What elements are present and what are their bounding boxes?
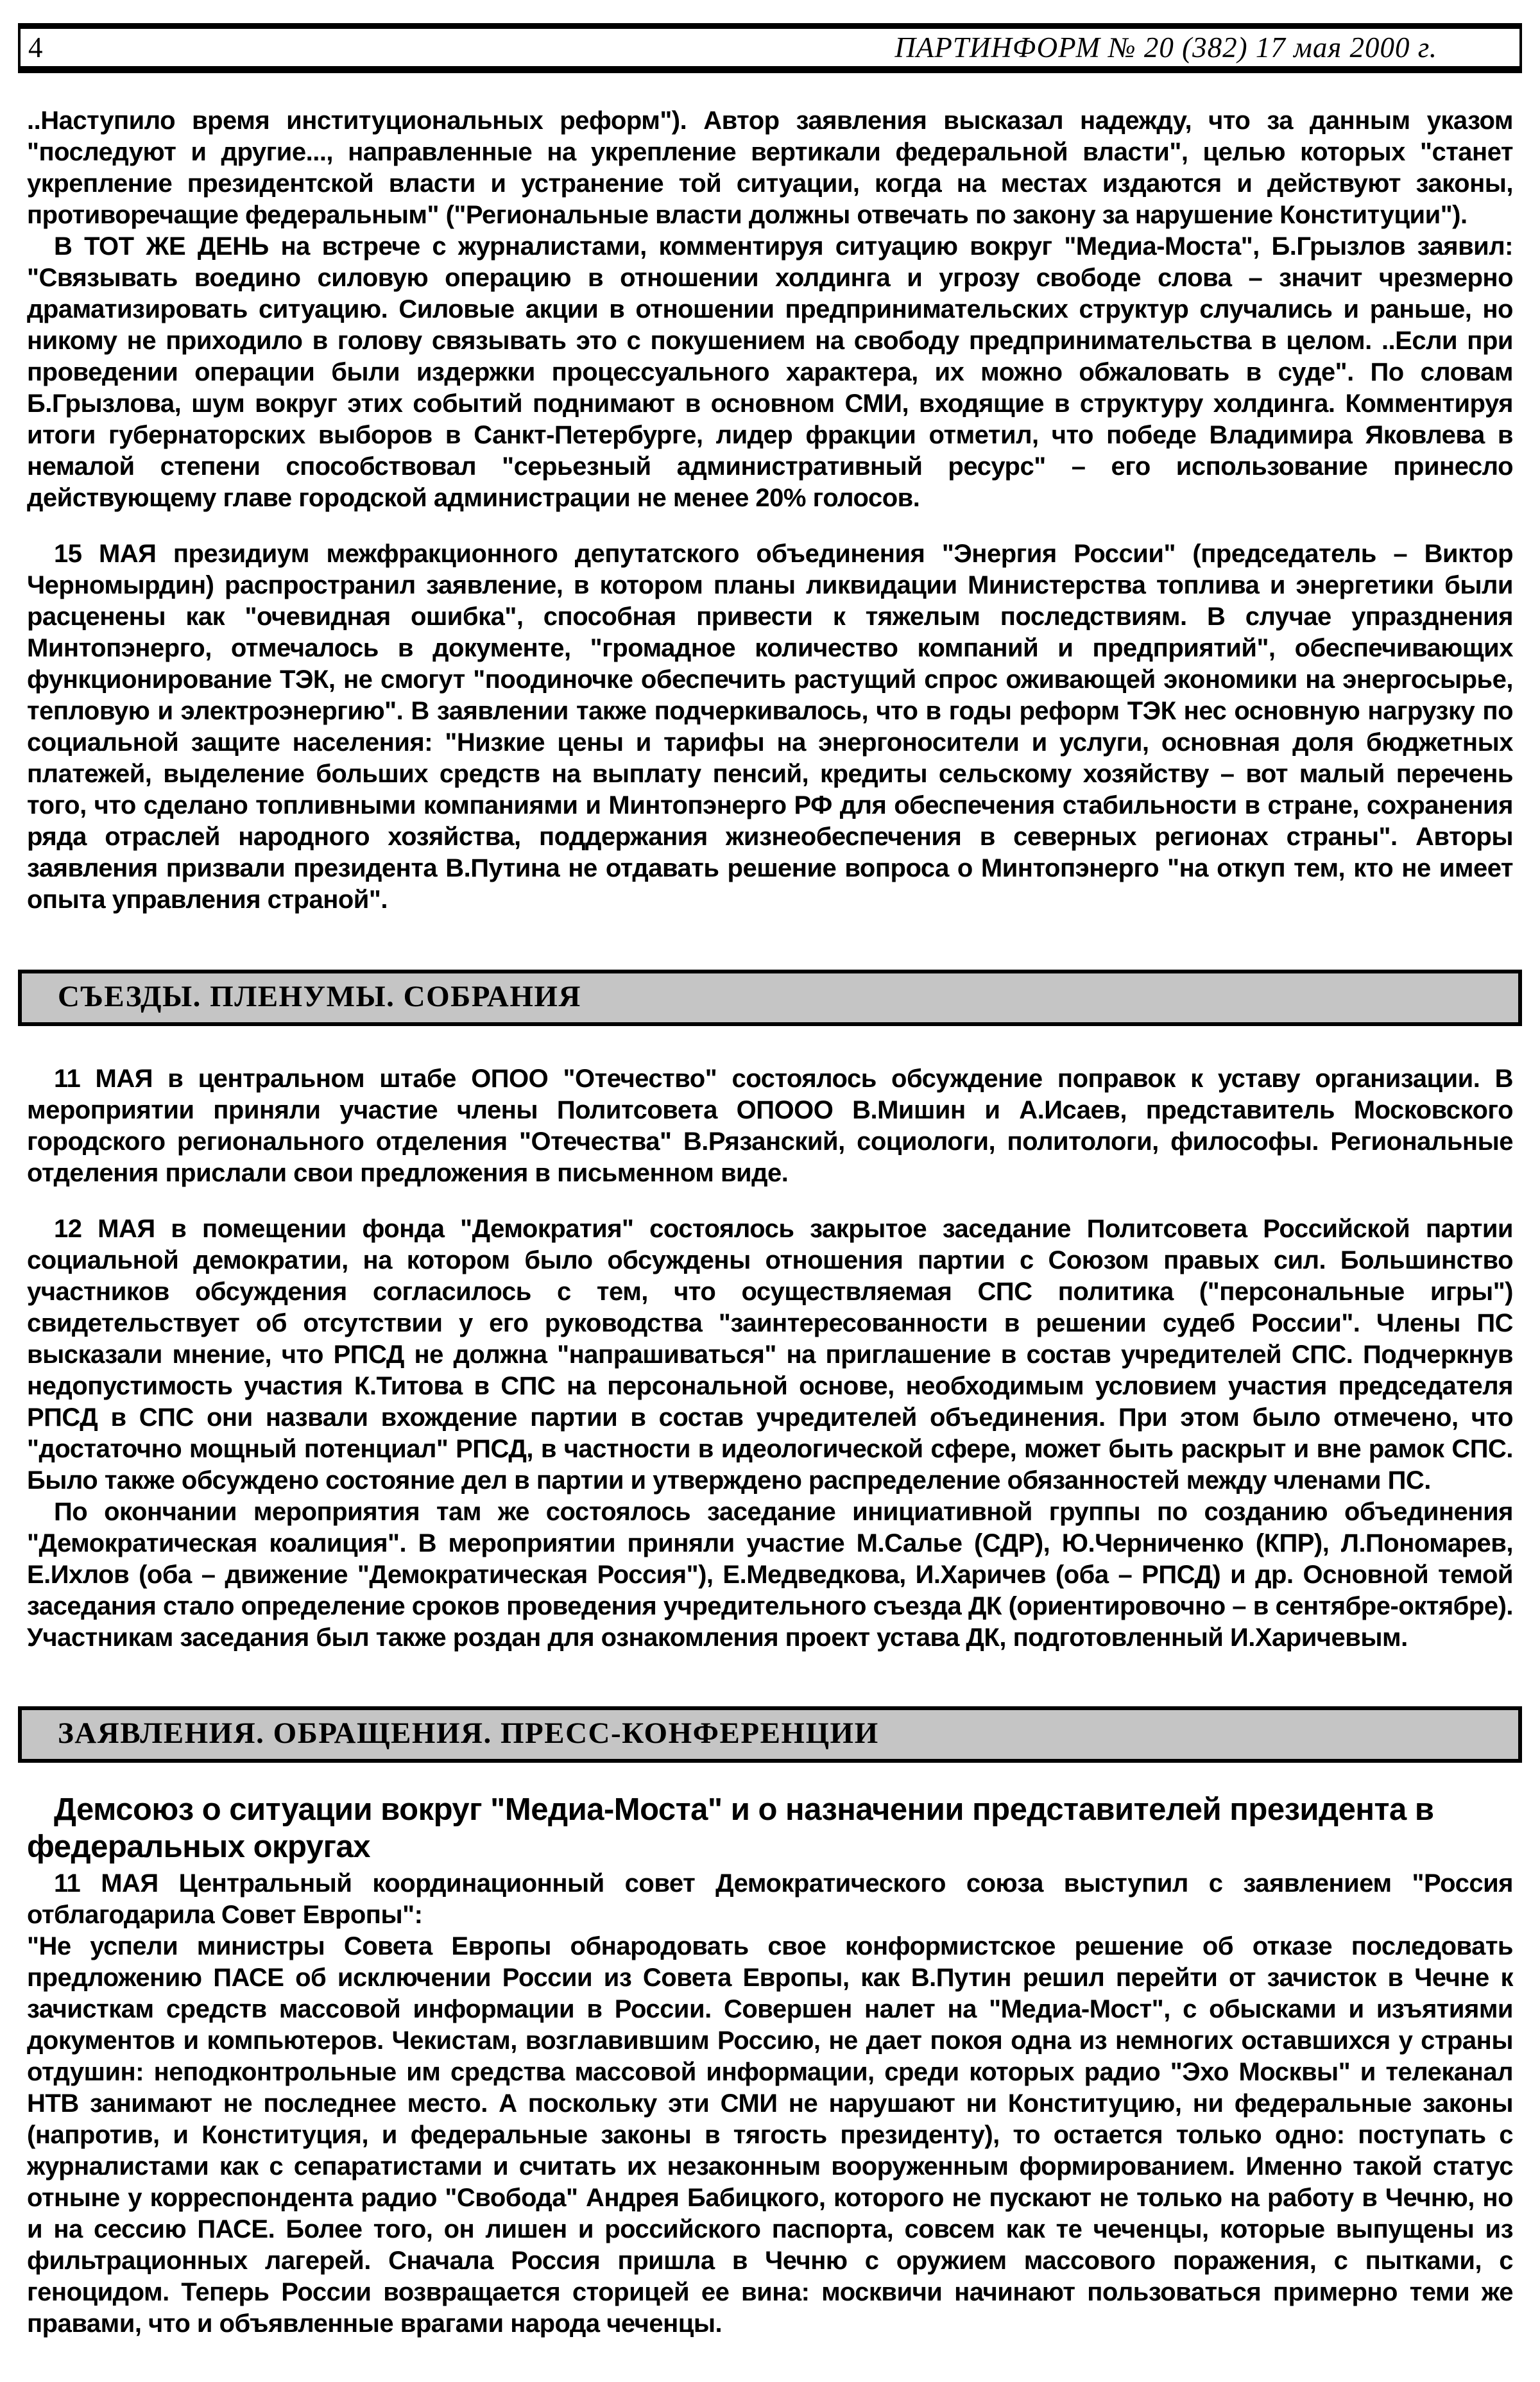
paragraph-reforms-continuation: ..Наступило время институциональных реформ"). Автор заявления высказал надежду, что за данным указом "последуют и другие..., направленные на укрепление вертикали федеральной власти", целью которых "станет укрепление президентской власти и устранение той ситуации, когда на местах издаются и действуют законы, противоречащие федеральным" ("Региональные власти должны отвечать по закону за нарушение Конституции").: [27, 107, 1513, 229]
article-subheading-demsoyuz: Демсоюз о ситуации вокруг "Медиа-Моста" и о назначении представителей президента в федеральных округах: [27, 1792, 1434, 1864]
paragraph-11-may-otechestvo: 11 МАЯ в центральном штабе ОПОО "Отечество" состоялось обсуждение поправок к уставу организации. В мероприятии приняли участие члены Политсовета ОПООО В.Мишин и А.Исаев, представитель Московского городского регионального отделения "Отечества" В.Рязанский, социологи, политологи, философы. Региональные отделения прислали свои предложения в письменном виде.: [27, 1065, 1513, 1187]
section-header-congresses: СЪЕЗДЫ. ПЛЕНУМЫ. СОБРАНИЯ: [18, 970, 1522, 1026]
article-content: [27, 105, 1513, 2340]
paragraph-15-may-energia-rossii: 15 МАЯ президиум межфракционного депутатского объединения "Энергия России" (председатель – Виктор Черномырдин) распространил заявление, в котором планы ликвидации Министерства топлива и энергетики были расценены как "очевидная ошибка", способная привести к тяжелым последствиям. В случае упразднения Минтопэнерго, отмечалось в документе, "громадное количество компаний и предприятий", обеспечивающих функционирование ТЭК, не смогут "поодиночке обеспечить растущий спрос оживающей экономики на энергосырье, тепловую и электроэнергию". В заявлении также подчеркивалось, что в годы реформ ТЭК нес основную нагрузку по социальной защите населения: "Низкие цены и тарифы на энергоносители и услуги, основная доля бюджетных платежей, выделение больших средств на выплату пенсий, кредиты сельскому хозяйству – вот малый перечень того, что сделано топливными компаниями и Минтопэнерго РФ для обеспечения стабильности в стране, сохранения ряда отраслей народного хозяйства, поддержания жизнеобеспечения в северных регионах страны". Авторы заявления призвали президента В.Путина не отдавать решение вопроса о Минтопэнерго "на откуп тем, кто не имеет опыта управления страной".: [27, 540, 1513, 914]
page-number: 4: [28, 31, 43, 64]
issue-title: ПАРТИНФОРМ № 20 (382) 17 мая 2000 г.: [894, 31, 1437, 64]
paragraph-12-may-rpsd: 12 МАЯ в помещении фонда "Демократия" состоялось закрытое заседание Политсовета Российской партии социальной демократии, на котором было обсуждены отношения партии с Союзом правых сил. Большинство участников обсуждения согласилось с тем, что осуществляемая СПС политика ("персональные игры") свидетельствует об отсутствии у его руководства "заинтересованности в решении судеб России". Члены ПС высказали мнение, что РПСД не должна "напрашиваться" на приглашение в состав учредителей СПС. Подчеркнув недопустимость участия К.Титова в СПС на персональной основе, необходимым условием участия председателя РПСД в СПС они назвали вхождение партии в состав учредителей объединения. При этом было отмечено, что "достаточно мощный потенциал" РПСД, в частности в идеологической сфере, может быть раскрыт и вне рамок СПС. Было также обсуждено состояние дел в партии и утверждено распределение обязанностей между членами ПС.: [27, 1215, 1513, 1495]
page-header: [18, 23, 1522, 73]
paragraph-same-day-gryzlov: В ТОТ ЖЕ ДЕНЬ на встрече с журналистами, комментируя ситуацию вокруг "Медиа-Моста", Б.Грызлов заявил: "Связывать воедино силовую операцию в отношении холдинга и угрозу свободе слова – значит чрезмерно драматизировать ситуацию. Силовые акции в отношении предпринимательских структур случались и раньше, но никому не приходило в голову связывать это с покушением на свободу предпринимательства в целом. ..Если при проведении операции были издержки процессуального характера, их можно обжаловать в суде". По словам Б.Грызлова, шум вокруг этих событий поднимают в основном СМИ, входящие в структуру холдинга. Комментируя итоги губернаторских выборов в Санкт-Петербурге, лидер фракции отметил, что победе Владимира Яковлева в немалой степени способствовал "серьезный административный ресурс" – его использование принесло действующему главе городской администрации не менее 20% голосов.: [27, 232, 1513, 512]
section-header-statements: ЗАЯВЛЕНИЯ. ОБРАЩЕНИЯ. ПРЕСС-КОНФЕРЕНЦИИ: [18, 1706, 1522, 1763]
paragraph-12-may-democratic-coalition: По окончании мероприятия там же состоялось заседание инициативной группы по созданию объединения "Демократическая коалиция". В мероприятии приняли участие М.Салье (СДР), Ю.Черниченко (КПР), Л.Пономарев, Е.Ихлов (оба – движение "Демократическая Россия"), Е.Медведкова, И.Харичев (оба – РПСД) и др. Основной темой заседания стало определение сроков проведения учредительного съезда ДК (ориентировочно – в сентябре-октябре). Участникам заседания был также роздан для ознакомления проект устава ДК, подготовленный И.Харичевым.: [27, 1498, 1513, 1652]
paragraph-11-may-demsoyuz: 11 МАЯ Центральный координационный совет Демократического союза выступил с заявлением "Россия отблагодарила Совет Европы":: [27, 1869, 1513, 1929]
paragraph-demsoyuz-statement-quote: "Не успели министры Совета Европы обнародовать свое конформистское решение об отказе последовать предложению ПАСЕ об исключении России из Совета Европы, как В.Путин решил перейти от зачисток в Чечне к зачисткам средств массовой информации в России. Совершен налет на "Медиа-Мост", с обысками и изъятиями документов и компьютеров. Чекистам, возглавившим Россию, не дает покоя одна из немногих оставшихся у страны отдушин: неподконтрольные им средства массовой информации, среди которых радио "Эхо Москвы" и телеканал НТВ занимают не последнее место. А поскольку эти СМИ не нарушают ни Конституцию, ни федеральные законы (напротив, и Конституция, и федеральные законы в тягость президенту), то остается только одно: поступать с журналистами как с сепаратистами и считать их незаконным вооруженным формированием. Именно такой статус отныне у корреспондента радио "Свобода" Андрея Бабицкого, которого не пускают не только на работу в Чечню, но и на сессию ПАСЕ. Более того, он лишен и российского паспорта, совсем как те чеченцы, которые выпущены из фильтрационных лагерей. Сначала Россия пришла в Чечню с оружием массового поражения, с пытками, с геноцидом. Теперь России возвращается сторицей ее вина: москвичи начинают пользоваться примерно теми же правами, что и объявленные врагами народа чеченцы.: [27, 1932, 1513, 2338]
